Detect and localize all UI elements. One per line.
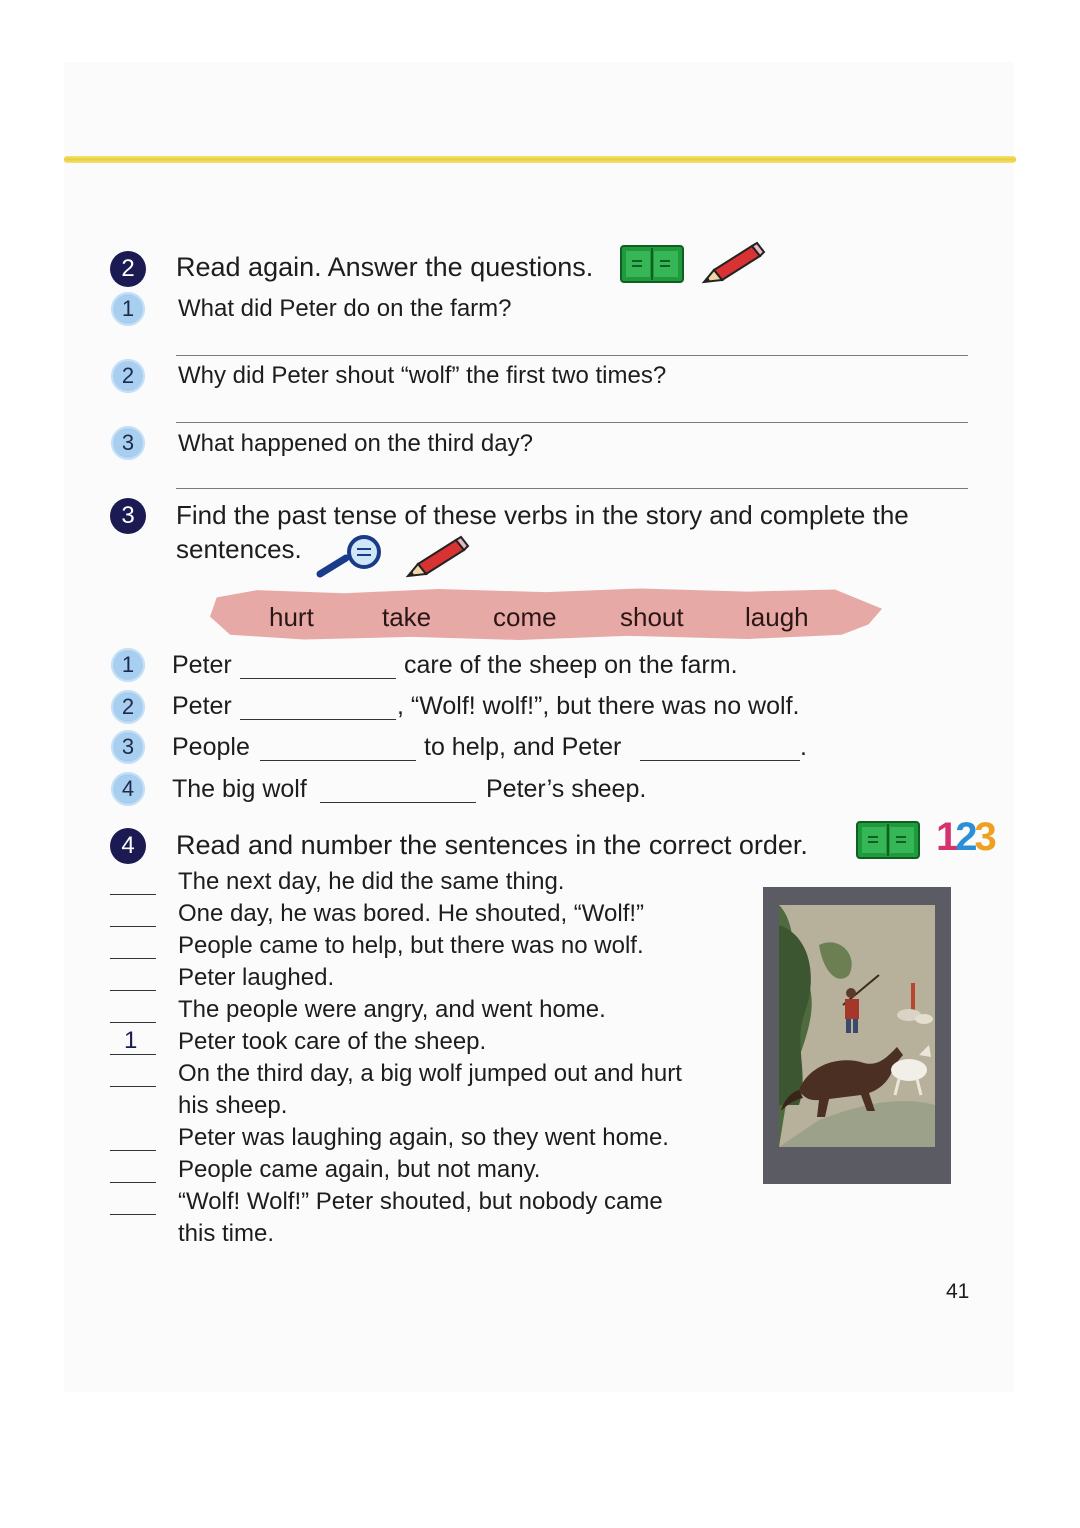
- order-answer: 1: [124, 1027, 138, 1054]
- book-icon: [856, 820, 920, 860]
- wolf-illustration: [779, 905, 935, 1147]
- word-bank-word: laugh: [745, 602, 809, 632]
- order-sentence: The next day, he did the same thing.: [178, 868, 565, 895]
- numbers-123-icon: 123: [936, 815, 994, 859]
- word-bank-word: take: [382, 602, 432, 632]
- sentence-number-badge: 4: [111, 772, 145, 806]
- order-answer-line[interactable]: [110, 1086, 156, 1087]
- sentence-number-badge: 1: [111, 648, 145, 682]
- sentence-start: Peter: [172, 651, 232, 679]
- answer-line[interactable]: [176, 488, 968, 489]
- question-text: What did Peter do on the farm?: [178, 295, 512, 322]
- order-answer-line[interactable]: [110, 1150, 156, 1151]
- exercise-number-badge: 2: [110, 251, 146, 287]
- answer-line[interactable]: [176, 422, 968, 423]
- order-answer-line[interactable]: [110, 894, 156, 895]
- question-number-badge: 3: [111, 426, 145, 460]
- sentence-number-badge: 2: [111, 690, 145, 724]
- question-text: What happened on the third day?: [178, 430, 533, 457]
- page-number: 41: [946, 1280, 970, 1303]
- word-bank-word: come: [493, 602, 557, 632]
- question-number-badge: 2: [111, 359, 145, 393]
- order-sentence: Peter took care of the sheep.: [178, 1028, 487, 1055]
- question-text: Why did Peter shout “wolf” the first two times?: [178, 362, 667, 389]
- order-answer-line[interactable]: [110, 1022, 156, 1023]
- exercise-instruction: Read again. Answer the questions.: [176, 252, 594, 282]
- exercise-instruction: Find the past tense of these verbs in the story and complete the: [176, 500, 909, 530]
- fill-in-blank[interactable]: [640, 760, 800, 761]
- order-sentence: Peter laughed.: [178, 964, 335, 991]
- order-sentence: “Wolf! Wolf!” Peter shouted, but nobody came: [178, 1188, 663, 1215]
- story-illustration: [763, 887, 951, 1184]
- fill-in-blank[interactable]: [260, 760, 416, 761]
- order-sentence: On the third day, a big wolf jumped out and hurt: [178, 1060, 682, 1087]
- top-rule: [64, 156, 1016, 163]
- sentence-end: care of the sheep on the farm.: [404, 651, 738, 679]
- sentence-end: Peter’s sheep.: [486, 775, 647, 803]
- order-answer-line[interactable]: [110, 1214, 156, 1215]
- order-sentence: Peter was laughing again, so they went home.: [178, 1124, 669, 1151]
- word-bank-word: hurt: [269, 602, 314, 632]
- order-sentence-continued: this time.: [178, 1220, 275, 1247]
- sentence-start: People: [172, 733, 250, 761]
- sentence-start: Peter: [172, 692, 232, 720]
- pencil-icon: [404, 534, 470, 580]
- sentence-end: .: [800, 733, 807, 761]
- order-answer-line[interactable]: [110, 1182, 156, 1183]
- answer-line[interactable]: [176, 355, 968, 356]
- order-answer-line[interactable]: [110, 958, 156, 959]
- order-sentence: The people were angry, and went home.: [178, 996, 606, 1023]
- question-number-badge: 1: [111, 292, 145, 326]
- fill-in-blank[interactable]: [240, 719, 396, 720]
- fill-in-blank[interactable]: [240, 678, 396, 679]
- sentence-end: , “Wolf! wolf!”, but there was no wolf.: [397, 692, 800, 720]
- order-sentence-continued: his sheep.: [178, 1092, 288, 1119]
- pencil-icon: [700, 240, 766, 286]
- exercise-instruction: Read and number the sentences in the correct order.: [176, 830, 808, 860]
- order-answer-line[interactable]: [110, 926, 156, 927]
- magnifier-icon: [312, 534, 388, 580]
- exercise-instruction-continued: sentences.: [176, 534, 302, 564]
- order-sentence: One day, he was bored. He shouted, “Wolf!”: [178, 900, 645, 927]
- sentence-middle: to help, and Peter: [424, 733, 622, 761]
- order-answer-line[interactable]: [110, 990, 156, 991]
- sentence-number-badge: 3: [111, 730, 145, 764]
- order-sentence: People came to help, but there was no wolf.: [178, 932, 644, 959]
- book-icon: [620, 244, 684, 284]
- fill-in-blank[interactable]: [320, 802, 476, 803]
- exercise-number-badge: 4: [110, 828, 146, 864]
- sentence-start: The big wolf: [172, 775, 307, 803]
- order-sentence: People came again, but not many.: [178, 1156, 541, 1183]
- word-bank-word: shout: [620, 602, 684, 632]
- exercise-number-badge: 3: [110, 498, 146, 534]
